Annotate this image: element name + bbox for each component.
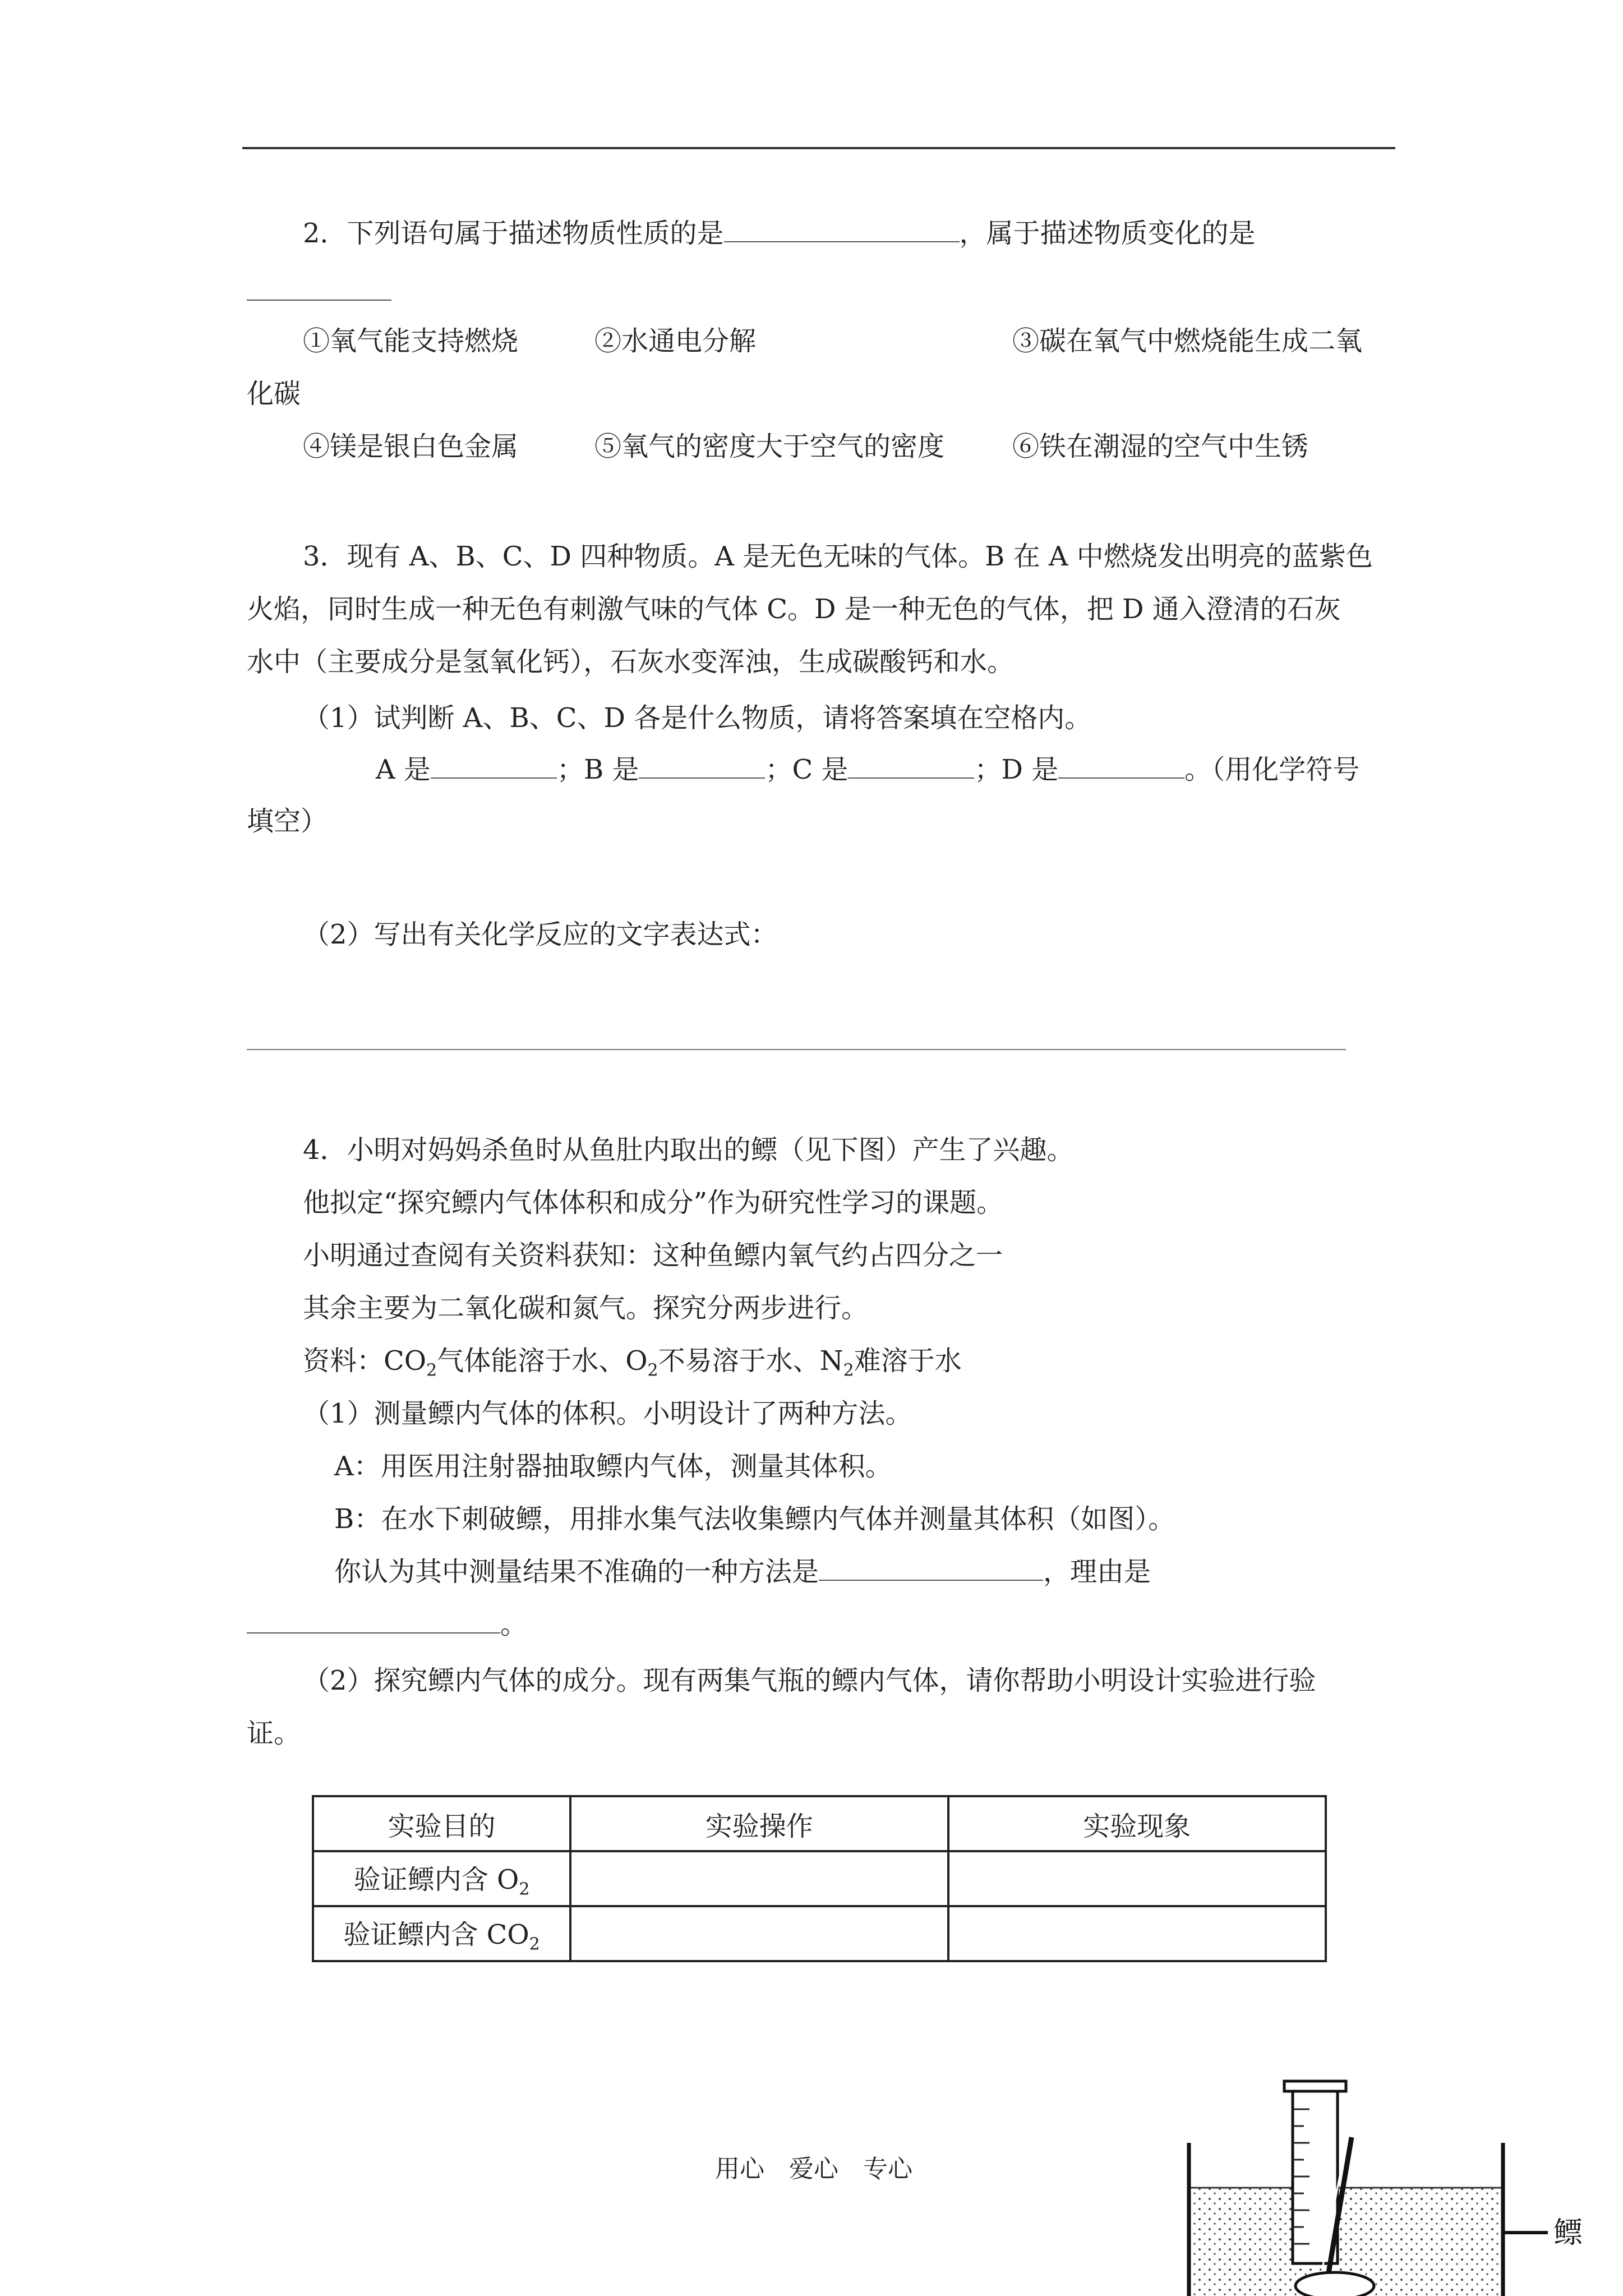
q2-opt5: ⑤氧气的密度大于空气的密度 [594,431,945,462]
q2-line1-cont [247,275,391,309]
answer-blank-a[interactable] [431,755,557,779]
answer-blank-c[interactable] [848,755,974,779]
table-header: 实验操作 [570,1796,948,1851]
q4-sub2-cont: 证。 [247,1718,301,1749]
swim-bladder [1295,2272,1374,2296]
q2-opt1: ①氧气能支持燃烧 [303,325,519,357]
q4-question: 你认为其中测量结果不准确的一种方法是 ，理由是 [334,1556,1151,1588]
q2-line1: 2．下列语句属于描述物质性质的是 ，属于描述物质变化的是 [303,218,1256,249]
q2-opt3-cont: 化碳 [247,378,301,409]
q3-fill-line: A 是 ；B 是 ；C 是 ；D 是 。（用化学符号 [376,754,1360,785]
q3-sub1: （1）试判断 A、B、C、D 各是什么物质，请将答案填在空格内。 [303,702,1092,734]
table-cell-operation[interactable] [570,1906,948,1961]
q4-line4: 其余主要为二氧化碳和氮气。探究分两步进行。 [303,1292,869,1324]
q4-line2: 他拟定“探究鳔内气体体积和成分”作为研究性学习的课题。 [303,1187,1004,1218]
q2-opt6: ⑥铁在潮湿的空气中生锈 [1012,431,1309,462]
table-cell-operation[interactable] [570,1851,948,1906]
q2-opt4: ④镁是银白色金属 [303,431,519,462]
q4-line1: 4．小明对妈妈杀鱼时从鱼肚内取出的鳔（见下图）产生了兴趣。 [303,1134,1074,1166]
cylinder-rim [1284,2081,1346,2091]
answer-blank[interactable] [724,219,960,242]
table-cell-purpose: 验证鳔内含 $O_2$ [313,1851,570,1906]
answer-blank-method[interactable] [819,1557,1043,1581]
table-row [313,1851,1326,1906]
table-cell-phenomenon[interactable] [948,1906,1326,1961]
q4-method-a: A：用医用注射器抽取鳔内气体，测量其体积。 [334,1451,892,1482]
q4-sub2: （2）探究鳔内气体的成分。现有两集气瓶的鳔内气体，请你帮助小明设计实验进行验 [303,1665,1316,1696]
q3-line1: 3．现有 A、B、C、D 四种物质。A 是无色无味的气体。B 在 A 中燃烧发出明亮的蓝紫色 [303,541,1373,572]
page-footer: 用心 爱心 专心 [715,2155,912,2183]
table-cell-purpose: 验证鳔内含 $CO_2$ [313,1906,570,1961]
experiment-table [312,1795,1327,1962]
table-header: 实验现象 [948,1796,1326,1851]
apparatus-figure [1166,2064,1623,2296]
q4-sub1: （1）测量鳔内气体的体积。小明设计了两种方法。 [303,1398,912,1429]
answer-blank-d[interactable] [1058,755,1184,779]
q2-opt2: ②水通电分解 [594,325,757,357]
table-row [313,1906,1326,1961]
header-rule [242,147,1395,149]
table-header: 实验目的 [313,1796,570,1851]
figure-label: 鳔 [1553,2216,1583,2250]
answer-rule[interactable] [247,1049,1346,1050]
q3-fill-cont: 填空） [247,806,328,837]
q3-line2: 火焰，同时生成一种无色有刺激气味的气体 C。D 是一种无色的气体，把 D 通入澄清的石灰 [247,593,1341,625]
answer-blank-b[interactable] [639,755,765,779]
q3-line3: 水中（主要成分是氢氧化钙），石灰水变浑浊，生成碳酸钙和水。 [247,646,1015,678]
q4-method-b: B：在水下刺破鳔，用排水集气法收集鳔内气体并测量其体积（如图）。 [334,1503,1175,1535]
q4-line3: 小明通过查阅有关资料获知：这种鱼鳔内氧气约占四分之一 [303,1240,1003,1271]
answer-blank-reason[interactable] [247,1610,500,1634]
answer-blank[interactable] [247,277,391,301]
q2-opt3: ③碳在氧气中燃烧能生成二氧 [1012,325,1363,357]
q3-sub2: （2）写出有关化学反应的文字表达式： [303,919,778,950]
q4-reason-line: 。 [247,1608,527,1641]
q4-reference: 资料：$CO_2$气体能溶于水、$O_2$不易溶于水、$N_2$难溶于水 [303,1345,962,1381]
table-cell-phenomenon[interactable] [948,1851,1326,1906]
table-header-row [313,1796,1326,1851]
